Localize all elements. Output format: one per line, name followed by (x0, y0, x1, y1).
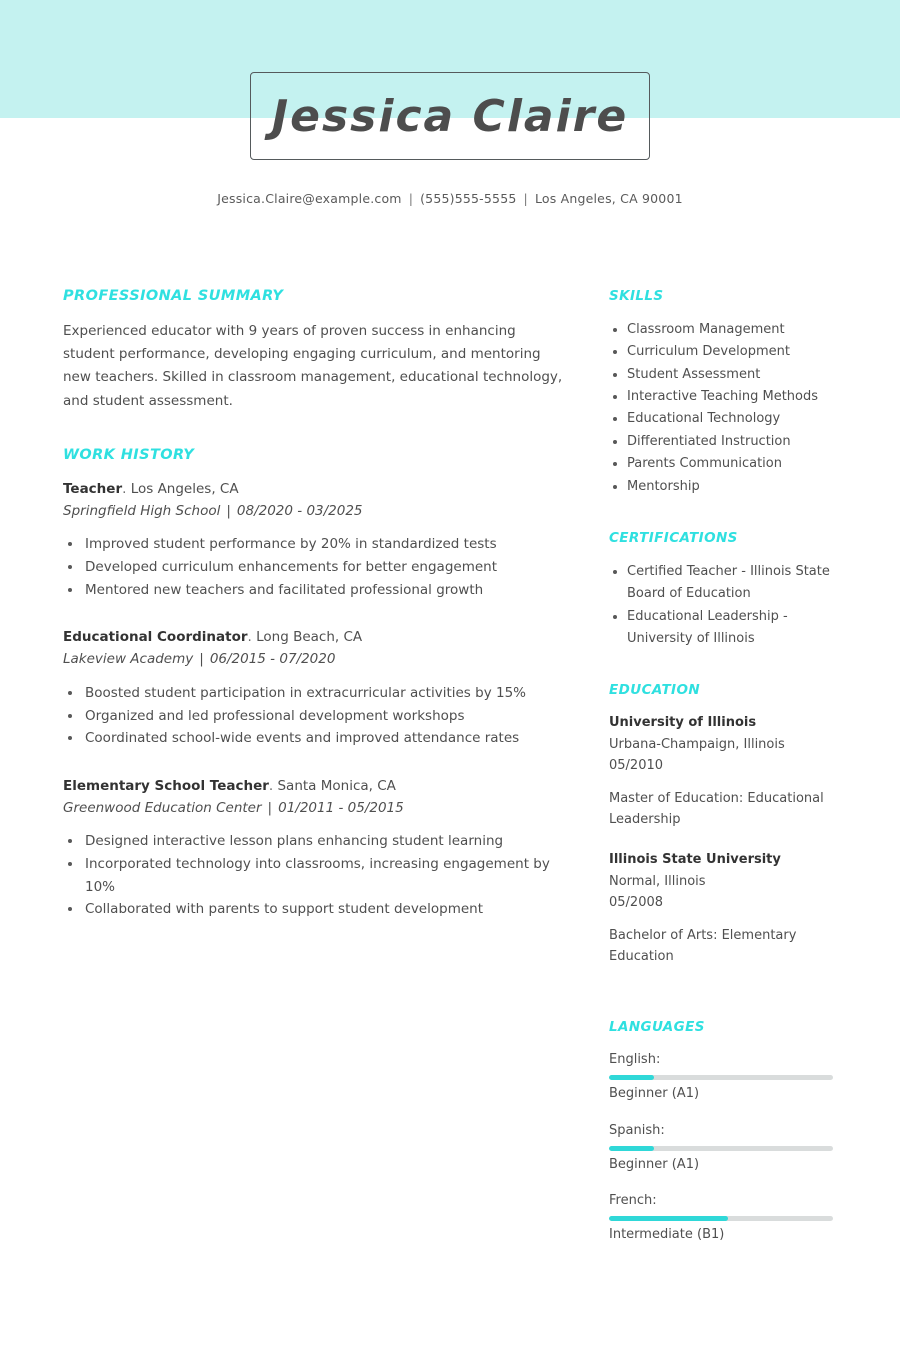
spacer (63, 413, 563, 447)
job-meta-separator: | (199, 651, 204, 668)
job-bullet: Coordinated school-wide events and improved attendance rates (63, 727, 563, 750)
section-certifications (609, 530, 837, 650)
language-proficiency-fill (609, 1146, 654, 1151)
job-dates: 08/2020 - 03/2025 (236, 502, 363, 519)
education-entry (609, 850, 837, 967)
education-degree: Master of Education: Educational Leadership (609, 791, 824, 828)
contact-location: Los Angeles, CA 90001 (534, 191, 683, 206)
language-level: Beginner (A1) (609, 1156, 700, 1172)
job-bullet: Boosted student participation in extracurricular activities by 15% (63, 682, 563, 705)
section-heading-summary: PROFESSIONAL SUMMARY (63, 288, 284, 304)
job-bullet: Improved student performance by 20% in standardized tests (63, 533, 563, 556)
section-professional-summary (63, 288, 563, 413)
job-company: Lakeview Academy (63, 651, 194, 668)
skills-list (609, 319, 837, 498)
education-school: Illinois State University (609, 852, 781, 868)
job-bullet: Incorporated technology into classrooms, increasing engagement by 10% (63, 853, 563, 898)
education-entry (609, 713, 837, 830)
job-location: Los Angeles, CA (130, 480, 239, 497)
skill-item: Parents Communication (609, 453, 837, 475)
job-title-line (63, 627, 563, 648)
language-proficiency-fill (609, 1216, 728, 1221)
job-bullet: Designed interactive lesson plans enhancing student learning (63, 830, 563, 853)
section-heading-languages: LANGUAGES (609, 1019, 705, 1036)
contact-line (0, 191, 900, 206)
job-title-separator: . (268, 777, 274, 794)
section-heading-work-history: WORK HISTORY (63, 446, 195, 463)
skill-item: Interactive Teaching Methods (609, 386, 837, 408)
skill-item: Mentorship (609, 476, 837, 498)
certification-item: Certified Teacher - Illinois State Board of Education (609, 561, 837, 606)
section-heading-certifications: CERTIFICATIONS (609, 529, 738, 546)
job-bullet: Mentored new teachers and facilitated professional growth (63, 579, 563, 602)
job-title: Elementary School Teacher (63, 777, 269, 794)
skill-item: Student Assessment (609, 364, 837, 386)
contact-phone[interactable]: (555)555-5555 (420, 191, 517, 206)
education-school: University of Illinois (609, 715, 757, 731)
language-proficiency-bar (609, 1146, 833, 1151)
job-bullet-list (63, 533, 563, 601)
page-title: Jessica Claire (271, 90, 629, 142)
section-heading-education: EDUCATION (609, 682, 701, 699)
job-bullet: Developed curriculum enhancements for better engagement (63, 556, 563, 579)
spacer (609, 987, 837, 1019)
spacer (609, 498, 837, 530)
skill-item: Differentiated Instruction (609, 431, 837, 453)
job-meta-line (63, 501, 563, 523)
job-bullet: Collaborated with parents to support student development (63, 898, 563, 921)
job-company: Greenwood Education Center (63, 799, 262, 816)
job-title: Teacher (63, 480, 123, 497)
language-entry (609, 1191, 837, 1246)
job-entry (63, 776, 563, 921)
section-work-history (63, 447, 563, 921)
certifications-list (609, 561, 837, 650)
job-bullet: Organized and led professional development workshops (63, 705, 563, 728)
left-column (63, 288, 563, 947)
section-education (609, 682, 837, 967)
language-level: Beginner (A1) (609, 1086, 700, 1102)
language-entry (609, 1121, 837, 1176)
job-meta-separator: | (226, 502, 231, 519)
language-proficiency-bar (609, 1075, 833, 1080)
job-company: Springfield High School (63, 502, 221, 519)
language-name: English: (609, 1052, 661, 1068)
education-location: Urbana-Champaign, Illinois (609, 737, 785, 753)
job-entry (63, 479, 563, 602)
job-title-line (63, 776, 563, 797)
skill-item: Classroom Management (609, 319, 837, 341)
skill-item: Educational Technology (609, 408, 837, 430)
language-name: French: (609, 1193, 657, 1209)
contact-separator-2: | (523, 191, 528, 206)
job-bullet-list (63, 682, 563, 750)
job-bullet-list (63, 830, 563, 921)
job-meta-line (63, 798, 563, 820)
job-title-separator: . (122, 480, 127, 497)
certification-item: Educational Leadership - University of Illinois (609, 606, 837, 651)
education-location: Normal, Illinois (609, 874, 706, 890)
job-title-separator: . (247, 629, 252, 646)
language-proficiency-fill (609, 1075, 654, 1080)
job-meta-line (63, 649, 563, 671)
skill-item: Curriculum Development (609, 341, 837, 363)
language-level: Intermediate (B1) (609, 1227, 725, 1243)
section-heading-skills: SKILLS (609, 288, 664, 304)
language-proficiency-bar (609, 1216, 833, 1221)
right-column (609, 288, 837, 1262)
spacer (609, 650, 837, 682)
name-box (250, 72, 650, 160)
section-skills (609, 288, 837, 498)
job-dates: 06/2015 - 07/2020 (209, 651, 336, 668)
job-entry (63, 627, 563, 750)
language-entry (609, 1050, 837, 1105)
job-location: Long Beach, CA (256, 629, 363, 646)
education-date: 05/2008 (609, 895, 664, 911)
job-location: Santa Monica, CA (277, 777, 396, 794)
section-languages (609, 1019, 837, 1246)
contact-separator-1: | (408, 191, 414, 206)
summary-text: Experienced educator with 9 years of proven success in enhancing student performance, developing engaging curriculum, and mentoring new teachers. Skilled in classroom management, educational technology, and student assessment. (63, 323, 563, 409)
contact-email[interactable]: Jessica.Claire@example.com (217, 191, 402, 206)
job-title-line (63, 479, 563, 500)
education-date: 05/2010 (609, 758, 664, 774)
job-title: Educational Coordinator (63, 629, 248, 646)
language-name: Spanish: (609, 1122, 665, 1138)
job-dates: 01/2011 - 05/2015 (278, 799, 404, 816)
job-meta-separator: | (267, 799, 273, 816)
education-degree: Bachelor of Arts: Elementary Education (609, 928, 797, 965)
